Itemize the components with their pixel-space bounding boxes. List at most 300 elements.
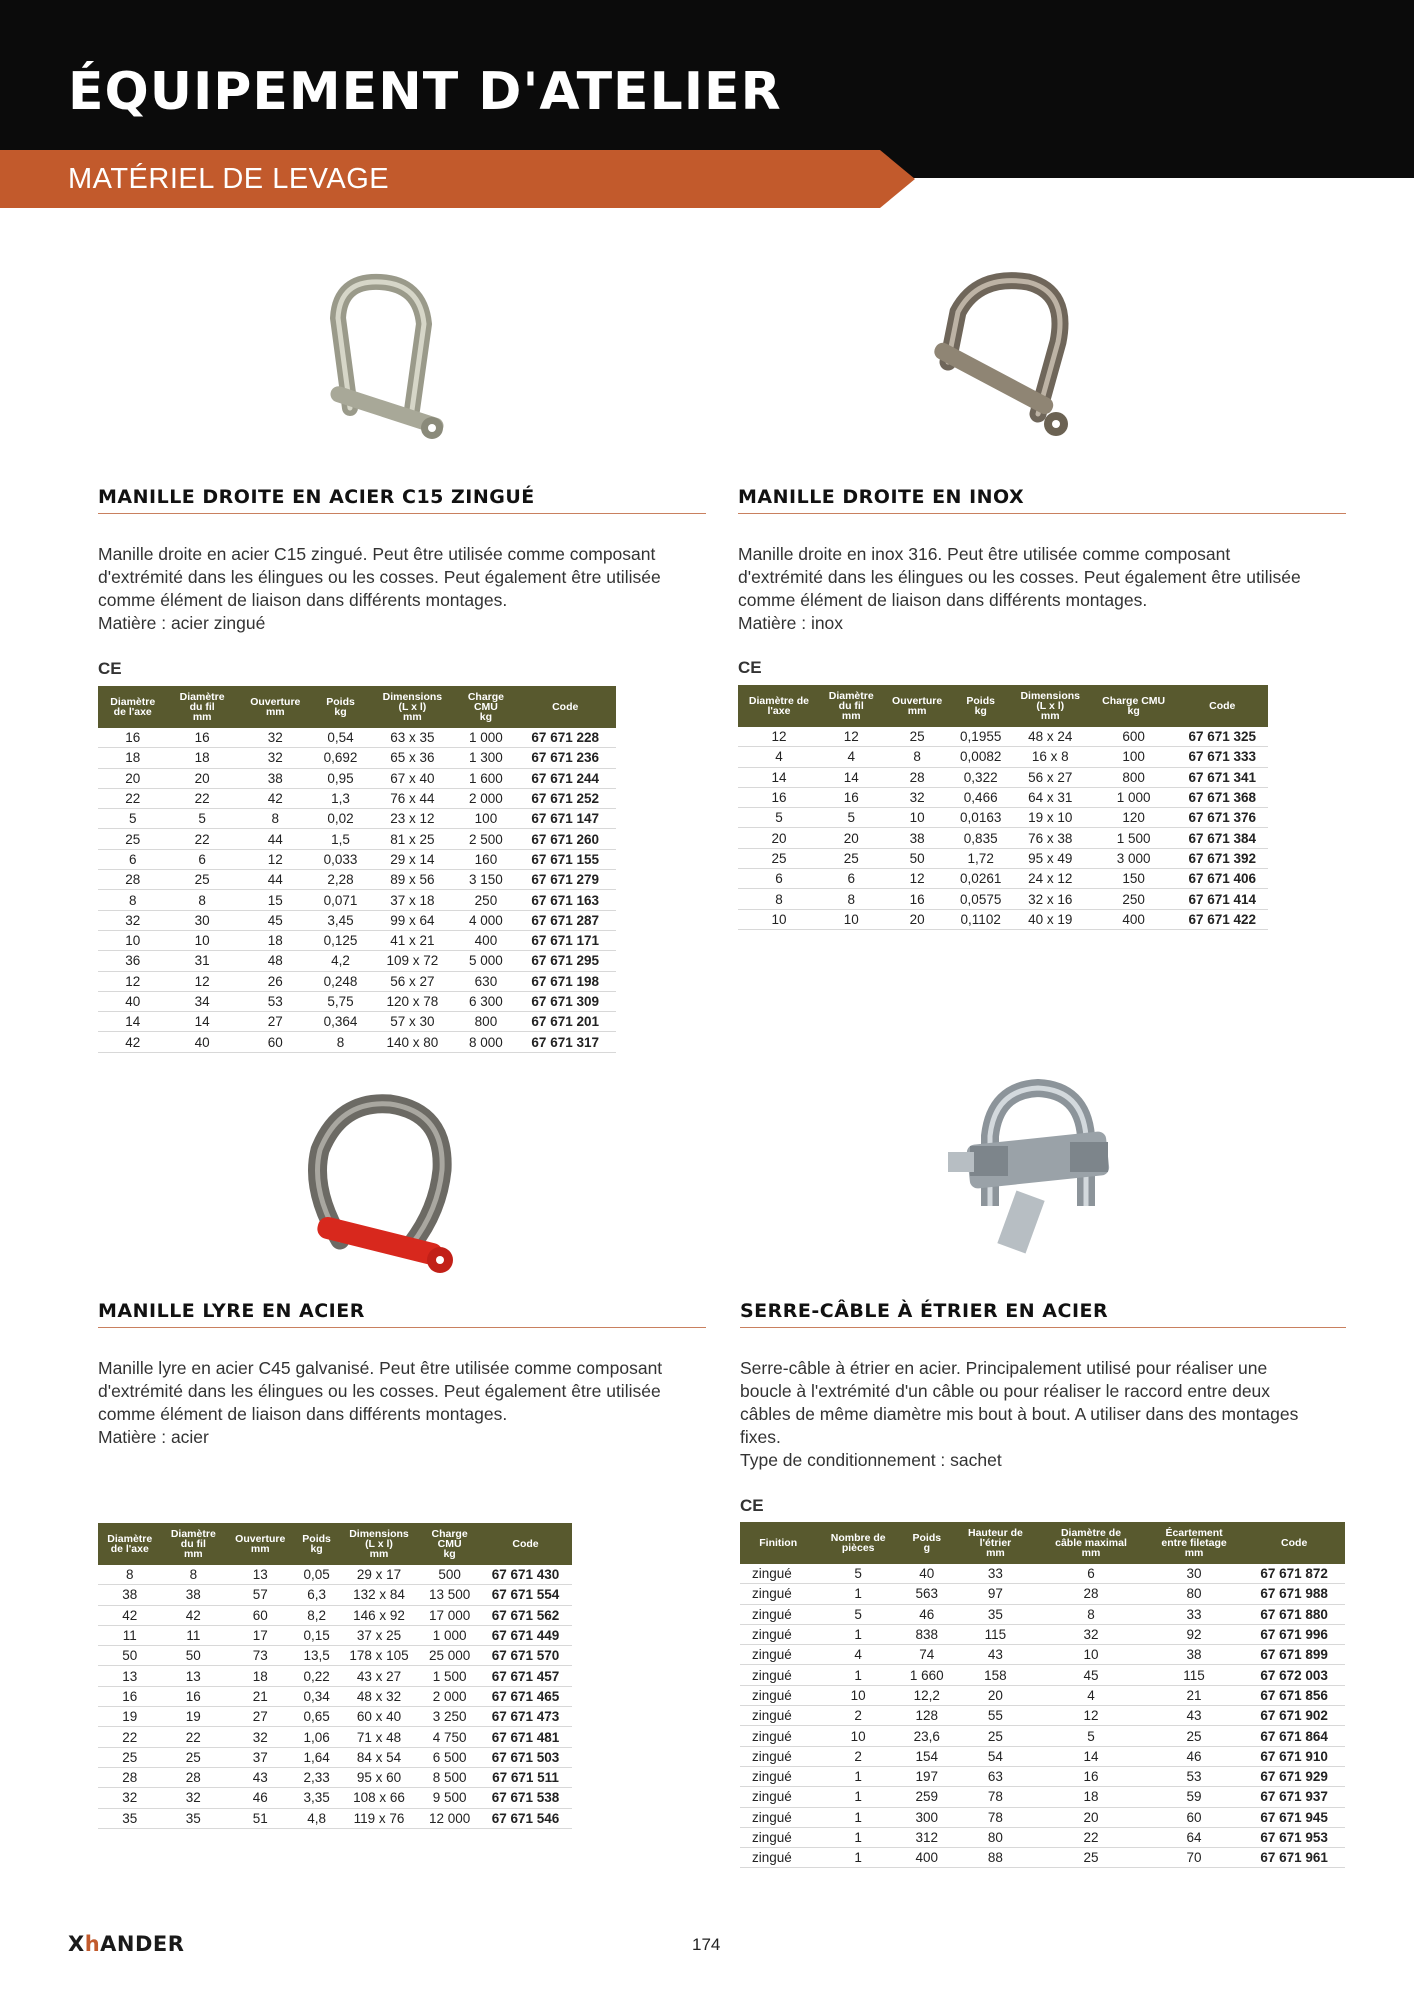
table-cell: 1 500	[420, 1666, 479, 1686]
table-cell: 74	[900, 1645, 954, 1665]
table-row	[740, 1766, 1345, 1786]
product-code-cell: 67 671 422	[1176, 909, 1268, 929]
table-cell: 120	[1091, 808, 1177, 828]
table-header-row	[98, 686, 616, 728]
column-header: Diamètre de l'axe	[738, 685, 820, 727]
table-cell: 46	[900, 1604, 954, 1624]
table-cell: 11	[98, 1625, 162, 1645]
section-description-inox-shackle: Manille droite en inox 316. Peut être utilisée comme composant d'extrémité dans les élingues ou les cosses. Peut également être utilisée comme élément de liaison dans différents montages. Matière : inox	[738, 544, 1301, 633]
table-row	[740, 1787, 1345, 1807]
table-cell: 19	[98, 1707, 162, 1727]
table-row	[98, 1747, 572, 1767]
ce-mark: CE	[98, 659, 122, 678]
table-cell: 22	[1037, 1827, 1145, 1847]
table-cell: 3,35	[295, 1788, 337, 1808]
table-cell: 9 500	[420, 1788, 479, 1808]
table-cell: 8,2	[295, 1605, 337, 1625]
table-cell: 64	[1145, 1827, 1243, 1847]
table-row	[738, 727, 1268, 747]
table-cell: 0,0163	[952, 808, 1010, 828]
table-cell: 20	[954, 1685, 1038, 1705]
table-cell: 128	[900, 1706, 954, 1726]
product-table-wire-rope-clip	[740, 1522, 1345, 1868]
table-cell: 4,2	[314, 951, 368, 971]
table-cell: 14	[98, 1012, 167, 1032]
page-subtitle: MATÉRIEL DE LEVAGE	[68, 163, 390, 195]
table-row	[98, 1646, 572, 1666]
table-cell: 1,5	[314, 829, 368, 849]
table-cell: 67 x 40	[367, 768, 457, 788]
table-cell: 1 500	[1091, 828, 1177, 848]
table-cell: 50	[162, 1646, 226, 1666]
table-cell: 28	[98, 1767, 162, 1787]
table-cell: 5	[167, 809, 236, 829]
product-code-cell: 67 671 902	[1243, 1706, 1345, 1726]
table-cell: 10	[816, 1726, 900, 1746]
table-cell: 800	[1091, 767, 1177, 787]
table-cell: 25	[1145, 1726, 1243, 1746]
product-code-cell: 67 671 163	[514, 890, 616, 910]
table-cell: 56 x 27	[367, 971, 457, 991]
table-cell: 25	[820, 848, 883, 868]
table-row	[740, 1746, 1345, 1766]
section-title-inox-shackle: MANILLE DROITE EN INOX	[738, 486, 1346, 514]
table-cell: 108 x 66	[338, 1788, 420, 1808]
table-cell: 8	[738, 889, 820, 909]
table-cell: 37	[225, 1747, 295, 1767]
table-cell: 37 x 18	[367, 890, 457, 910]
product-code-cell: 67 671 430	[479, 1565, 572, 1585]
table-row	[740, 1827, 1345, 1847]
table-cell: 6 300	[457, 991, 514, 1011]
table-cell: 35	[162, 1808, 226, 1828]
table-row	[98, 748, 616, 768]
table-row	[738, 848, 1268, 868]
product-code-cell: 67 671 171	[514, 930, 616, 950]
table-cell: 16	[883, 889, 952, 909]
table-cell: 5	[820, 808, 883, 828]
table-cell: 400	[900, 1848, 954, 1868]
table-row	[98, 1727, 572, 1747]
column-header: Code	[514, 686, 616, 728]
table-row	[740, 1564, 1345, 1584]
table-cell: 12	[167, 971, 236, 991]
product-code-cell: 67 671 198	[514, 971, 616, 991]
table-cell: 71 x 48	[338, 1727, 420, 1747]
product-code-cell: 67 671 481	[479, 1727, 572, 1747]
table-cell: 1	[816, 1665, 900, 1685]
table-cell: 17 000	[420, 1605, 479, 1625]
table-cell: 97	[954, 1584, 1038, 1604]
table-row	[98, 1625, 572, 1645]
table-cell: 53	[237, 991, 314, 1011]
section-description-wire-rope-clip: Serre-câble à étrier en acier. Principalement utilisé pour réaliser une boucle à l'extrémité d'un câble ou pour réaliser le raccord entre deux câbles de même diamètre mis bout à bout. A utiliser dans des montages fixes. Type de conditionnement : sachet	[740, 1358, 1299, 1470]
product-code-cell: 67 671 414	[1176, 889, 1268, 909]
table-row	[740, 1645, 1345, 1665]
table-row	[98, 1788, 572, 1808]
product-code-cell: 67 671 457	[479, 1666, 572, 1686]
table-cell: 2	[816, 1706, 900, 1726]
product-code-cell: 67 671 465	[479, 1686, 572, 1706]
table-cell: 0,54	[314, 728, 368, 748]
table-cell: 54	[954, 1746, 1038, 1766]
table-cell: 10	[167, 930, 236, 950]
table-cell: 63 x 35	[367, 728, 457, 748]
table-cell: 95 x 49	[1010, 848, 1091, 868]
table-cell: 43 x 27	[338, 1666, 420, 1686]
table-row	[98, 829, 616, 849]
table-row	[738, 787, 1268, 807]
table-cell: 1	[816, 1584, 900, 1604]
table-cell: 1 600	[457, 768, 514, 788]
table-row	[738, 869, 1268, 889]
table-cell: zingué	[740, 1645, 816, 1665]
table-cell: 33	[1145, 1604, 1243, 1624]
table-cell: zingué	[740, 1584, 816, 1604]
table-cell: 63	[954, 1766, 1038, 1786]
column-header: Diamètre du fil mm	[820, 685, 883, 727]
table-cell: 100	[1091, 747, 1177, 767]
table-row	[98, 1666, 572, 1686]
table-cell: 1,3	[314, 788, 368, 808]
table-cell: 51	[225, 1808, 295, 1828]
table-cell: 14	[820, 767, 883, 787]
table-cell: 40 x 19	[1010, 909, 1091, 929]
table-cell: 26	[237, 971, 314, 991]
product-code-cell: 67 671 252	[514, 788, 616, 808]
table-cell: 0,22	[295, 1666, 337, 1686]
table-cell: 60	[237, 1032, 314, 1052]
table-cell: 6	[738, 869, 820, 889]
product-code-cell: 67 671 554	[479, 1585, 572, 1605]
table-cell: 25	[954, 1726, 1038, 1746]
table-row	[740, 1624, 1345, 1644]
product-code-cell: 67 671 384	[1176, 828, 1268, 848]
table-cell: 8	[314, 1032, 368, 1052]
table-cell: 10	[98, 930, 167, 950]
table-cell: 48 x 32	[338, 1686, 420, 1706]
table-cell: 20	[1037, 1807, 1145, 1827]
table-cell: 4	[820, 747, 883, 767]
table-cell: 312	[900, 1827, 954, 1847]
table-row	[98, 788, 616, 808]
table-cell: 32	[162, 1788, 226, 1808]
column-header: Poids kg	[314, 686, 368, 728]
table-row	[738, 808, 1268, 828]
table-cell: 14	[1037, 1746, 1145, 1766]
table-cell: 23 x 12	[367, 809, 457, 829]
table-cell: 197	[900, 1766, 954, 1786]
table-cell: 3 000	[1091, 848, 1177, 868]
table-row	[738, 767, 1268, 787]
table-row	[98, 971, 616, 991]
table-cell: 29 x 17	[338, 1565, 420, 1585]
table-cell: 16 x 8	[1010, 747, 1091, 767]
table-row	[740, 1665, 1345, 1685]
table-cell: 1,64	[295, 1747, 337, 1767]
table-cell: 32	[98, 1788, 162, 1808]
table-row	[740, 1848, 1345, 1868]
column-header: Poids kg	[952, 685, 1010, 727]
page-number: 174	[692, 1935, 721, 1954]
product-code-cell: 67 671 910	[1243, 1746, 1345, 1766]
product-code-cell: 67 671 368	[1176, 787, 1268, 807]
table-cell: 70	[1145, 1848, 1243, 1868]
product-code-cell: 67 671 473	[479, 1707, 572, 1727]
table-cell: zingué	[740, 1746, 816, 1766]
table-row	[98, 849, 616, 869]
table-row	[98, 1605, 572, 1625]
table-cell: 16	[162, 1686, 226, 1706]
table-cell: 8	[162, 1565, 226, 1585]
table-cell: 8	[883, 747, 952, 767]
table-cell: 50	[98, 1646, 162, 1666]
table-cell: 100	[457, 809, 514, 829]
product-table-inox-shackle	[738, 685, 1268, 930]
table-cell: 0,05	[295, 1565, 337, 1585]
table-cell: 25	[883, 727, 952, 747]
table-cell: 0,033	[314, 849, 368, 869]
table-cell: 12	[98, 971, 167, 991]
table-cell: 76 x 44	[367, 788, 457, 808]
table-cell: 10	[820, 909, 883, 929]
table-cell: 18	[1037, 1787, 1145, 1807]
product-code-cell: 67 671 856	[1243, 1685, 1345, 1705]
table-cell: 6 500	[420, 1747, 479, 1767]
table-cell: 46	[1145, 1746, 1243, 1766]
table-cell: 21	[1145, 1685, 1243, 1705]
table-cell: 30	[167, 910, 236, 930]
table-cell: 40	[900, 1564, 954, 1584]
table-cell: 4 750	[420, 1727, 479, 1747]
table-cell: 0,692	[314, 748, 368, 768]
table-cell: 0,65	[295, 1707, 337, 1727]
table-cell: 42	[98, 1605, 162, 1625]
table-cell: 81 x 25	[367, 829, 457, 849]
table-cell: 12,2	[900, 1685, 954, 1705]
table-cell: 32 x 16	[1010, 889, 1091, 909]
table-cell: 38	[98, 1585, 162, 1605]
table-cell: 838	[900, 1624, 954, 1644]
column-header: Hauteur de l'étrier mm	[954, 1522, 1038, 1564]
table-cell: 25 000	[420, 1646, 479, 1666]
table-cell: zingué	[740, 1787, 816, 1807]
table-cell: 22	[98, 1727, 162, 1747]
table-cell: 8	[167, 890, 236, 910]
table-row	[738, 828, 1268, 848]
table-row	[98, 728, 616, 748]
table-cell: 109 x 72	[367, 951, 457, 971]
table-row	[98, 870, 616, 890]
table-cell: 0,15	[295, 1625, 337, 1645]
ce-mark: CE	[738, 658, 762, 677]
table-cell: 0,1955	[952, 727, 1010, 747]
table-row	[98, 1686, 572, 1706]
table-cell: 32	[1037, 1624, 1145, 1644]
table-cell: 28	[883, 767, 952, 787]
table-cell: 65 x 36	[367, 748, 457, 768]
column-header: Diamètre de câble maximal mm	[1037, 1522, 1145, 1564]
product-code-cell: 67 671 961	[1243, 1848, 1345, 1868]
product-code-cell: 67 671 880	[1243, 1604, 1345, 1624]
table-cell: 0,322	[952, 767, 1010, 787]
table-cell: 1	[816, 1624, 900, 1644]
table-cell: 19 x 10	[1010, 808, 1091, 828]
table-cell: 78	[954, 1807, 1038, 1827]
table-cell: 13,5	[295, 1646, 337, 1666]
table-cell: 5	[816, 1604, 900, 1624]
product-table-zinc-shackle	[98, 686, 616, 1053]
section-description-zinc-shackle: Manille droite en acier C15 zingué. Peut être utilisée comme composant d'extrémité dans les élingues ou les cosses. Peut également être utilisée comme élément de liaison dans différents montages. Matière : acier zingué	[98, 544, 661, 633]
table-cell: 300	[900, 1807, 954, 1827]
table-cell: 78	[954, 1787, 1038, 1807]
table-cell: 5 000	[457, 951, 514, 971]
table-cell: 8	[237, 809, 314, 829]
table-cell: 57 x 30	[367, 1012, 457, 1032]
table-cell: 23,6	[900, 1726, 954, 1746]
table-cell: 20	[820, 828, 883, 848]
table-cell: 19	[162, 1707, 226, 1727]
table-cell: zingué	[740, 1807, 816, 1827]
table-cell: 60 x 40	[338, 1707, 420, 1727]
table-cell: 1,06	[295, 1727, 337, 1747]
table-cell: 250	[457, 890, 514, 910]
table-cell: 27	[225, 1707, 295, 1727]
table-cell: zingué	[740, 1665, 816, 1685]
column-header: Diamètre du fil mm	[162, 1523, 226, 1565]
table-row	[740, 1726, 1345, 1746]
table-cell: 5,75	[314, 991, 368, 1011]
column-header: Diamètre de l'axe	[98, 1523, 162, 1565]
column-header: Dimensions (L x l) mm	[1010, 685, 1091, 727]
table-cell: 43	[225, 1767, 295, 1787]
table-cell: 0,0575	[952, 889, 1010, 909]
product-code-cell: 67 671 279	[514, 870, 616, 890]
table-cell: 13 500	[420, 1585, 479, 1605]
table-cell: zingué	[740, 1827, 816, 1847]
table-cell: 57	[225, 1585, 295, 1605]
product-code-cell: 67 671 317	[514, 1032, 616, 1052]
table-cell: 2,33	[295, 1767, 337, 1787]
table-cell: 84 x 54	[338, 1747, 420, 1767]
table-cell: 15	[237, 890, 314, 910]
table-cell: 6,3	[295, 1585, 337, 1605]
table-cell: 64 x 31	[1010, 787, 1091, 807]
product-code-cell: 67 671 449	[479, 1625, 572, 1645]
table-cell: 60	[1145, 1807, 1243, 1827]
table-cell: 10	[1037, 1645, 1145, 1665]
table-cell: 12	[738, 727, 820, 747]
straight-shackle-zinc-image	[320, 268, 460, 440]
table-cell: 32	[237, 748, 314, 768]
table-cell: 32	[883, 787, 952, 807]
table-cell: 12	[237, 849, 314, 869]
table-cell: 1,72	[952, 848, 1010, 868]
table-cell: 21	[225, 1686, 295, 1706]
table-row	[98, 1808, 572, 1828]
table-cell: 25	[167, 870, 236, 890]
table-cell: zingué	[740, 1706, 816, 1726]
table-cell: zingué	[740, 1848, 816, 1868]
table-cell: 46	[225, 1788, 295, 1808]
product-code-cell: 67 671 155	[514, 849, 616, 869]
table-cell: 158	[954, 1665, 1038, 1685]
table-cell: 1	[816, 1827, 900, 1847]
product-code-cell: 67 671 929	[1243, 1766, 1345, 1786]
table-cell: 0,0261	[952, 869, 1010, 889]
table-cell: 1 000	[420, 1625, 479, 1645]
table-cell: 22	[162, 1727, 226, 1747]
table-cell: 59	[1145, 1787, 1243, 1807]
product-code-cell: 67 671 341	[1176, 767, 1268, 787]
table-cell: 38	[162, 1585, 226, 1605]
table-cell: 95 x 60	[338, 1767, 420, 1787]
table-cell: 5	[816, 1564, 900, 1584]
section-title-wire-rope-clip: SERRE-CÂBLE À ÉTRIER EN ACIER	[740, 1300, 1346, 1328]
table-cell: 27	[237, 1012, 314, 1032]
table-row	[98, 768, 616, 788]
table-cell: 8 000	[457, 1032, 514, 1052]
table-cell: 50	[883, 848, 952, 868]
table-cell: 13	[98, 1666, 162, 1686]
product-table-bow-shackle	[98, 1523, 572, 1829]
table-cell: 12	[820, 727, 883, 747]
product-code-cell: 67 671 325	[1176, 727, 1268, 747]
product-code-cell: 67 671 201	[514, 1012, 616, 1032]
table-cell: 160	[457, 849, 514, 869]
table-cell: 53	[1145, 1766, 1243, 1786]
table-cell: 1 660	[900, 1665, 954, 1685]
page-title: ÉQUIPEMENT D'ATELIER	[68, 62, 782, 122]
column-header: Écartement entre filetage mm	[1145, 1522, 1243, 1564]
table-cell: 1 000	[457, 728, 514, 748]
table-cell: 0,1102	[952, 909, 1010, 929]
table-cell: 37 x 25	[338, 1625, 420, 1645]
table-cell: 35	[98, 1808, 162, 1828]
table-cell: 140 x 80	[367, 1032, 457, 1052]
table-cell: 17	[225, 1625, 295, 1645]
column-header: Code	[1176, 685, 1268, 727]
table-cell: 32	[237, 728, 314, 748]
product-code-cell: 67 671 988	[1243, 1584, 1345, 1604]
table-cell: 0,248	[314, 971, 368, 991]
table-cell: 20	[883, 909, 952, 929]
product-code-cell: 67 672 003	[1243, 1665, 1345, 1685]
product-code-cell: 67 671 236	[514, 748, 616, 768]
product-code-cell: 67 671 899	[1243, 1645, 1345, 1665]
column-header: Dimensions (L x l) mm	[338, 1523, 420, 1565]
product-code-cell: 67 671 538	[479, 1788, 572, 1808]
product-code-cell: 67 671 376	[1176, 808, 1268, 828]
column-header: Charge CMU kg	[420, 1523, 479, 1565]
table-cell: 500	[420, 1565, 479, 1585]
table-cell: 6	[167, 849, 236, 869]
table-cell: 20	[98, 768, 167, 788]
table-row	[740, 1807, 1345, 1827]
table-cell: 3 250	[420, 1707, 479, 1727]
product-code-cell: 67 671 392	[1176, 848, 1268, 868]
product-code-cell: 67 671 147	[514, 809, 616, 829]
table-cell: 73	[225, 1646, 295, 1666]
product-code-cell: 67 671 996	[1243, 1624, 1345, 1644]
bow-shackle-image	[300, 1090, 465, 1280]
table-cell: 20	[738, 828, 820, 848]
column-header: Charge CMU kg	[457, 686, 514, 728]
table-cell: 2 500	[457, 829, 514, 849]
table-cell: 44	[237, 870, 314, 890]
table-cell: 22	[167, 788, 236, 808]
table-cell: zingué	[740, 1604, 816, 1624]
